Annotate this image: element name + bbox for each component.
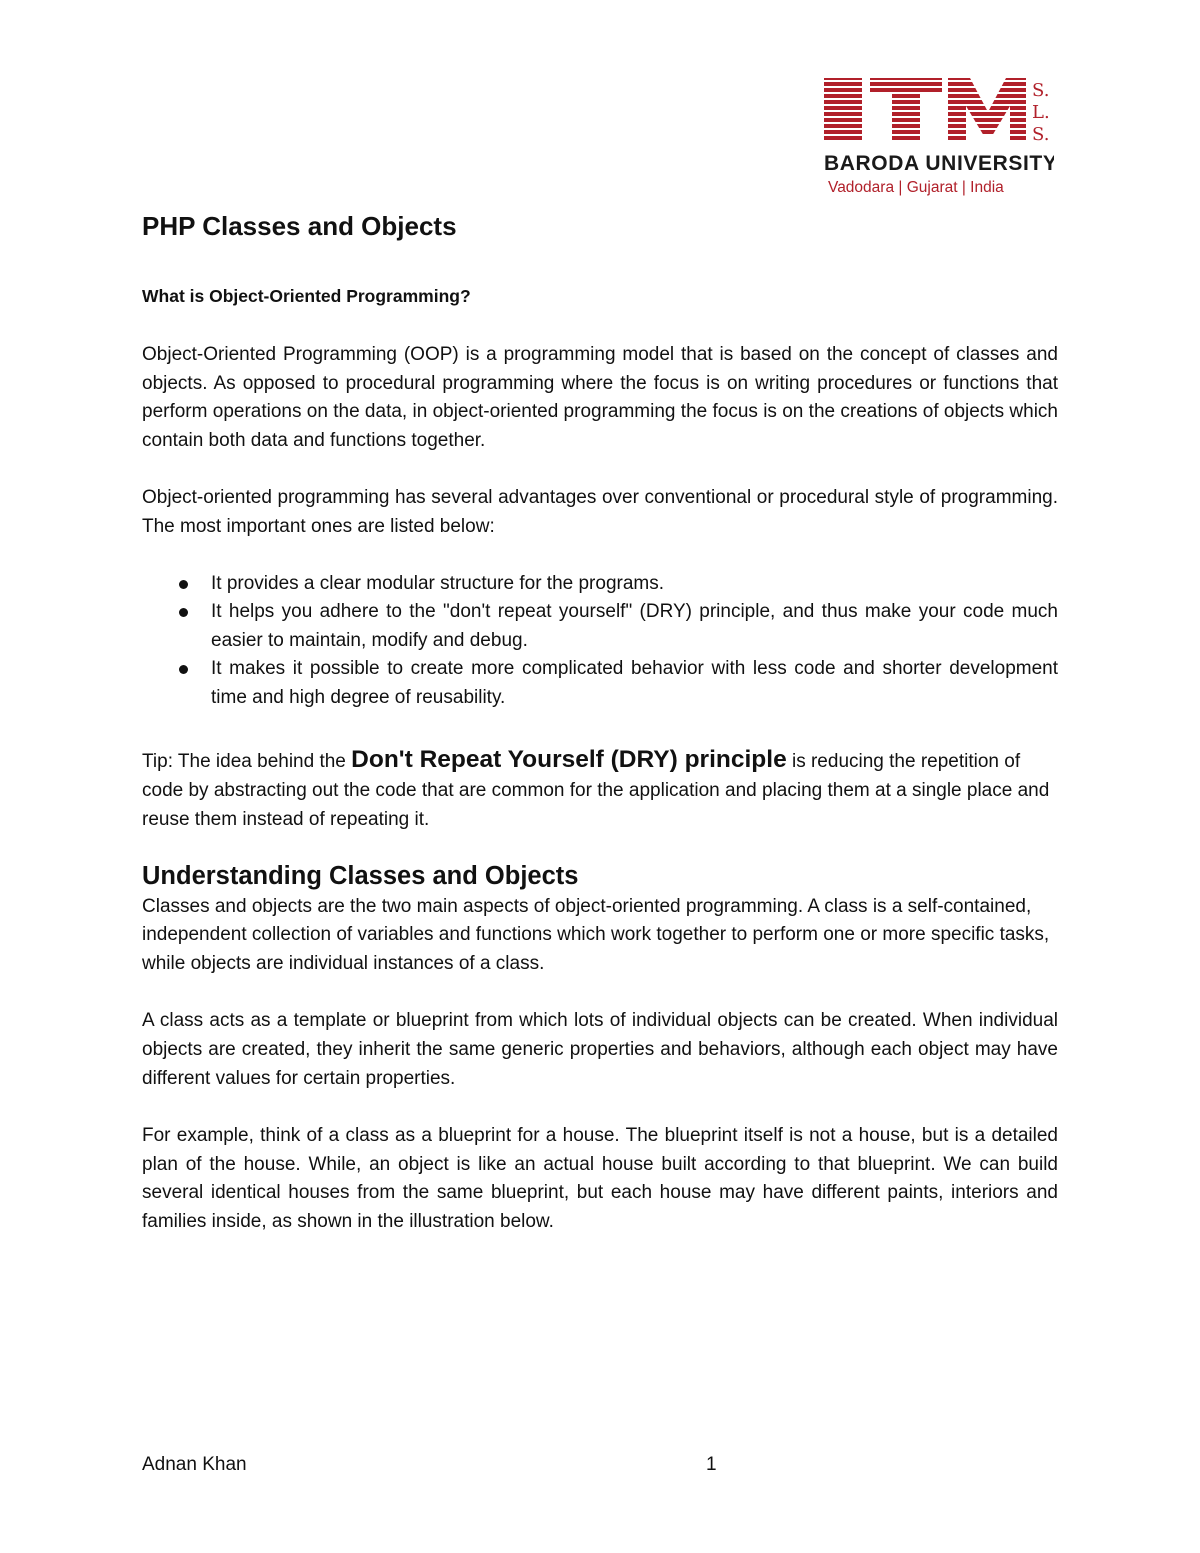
logo-letter-i [824, 78, 862, 142]
dry-tip-paragraph [142, 745, 1058, 834]
bullet-icon [179, 665, 188, 674]
section-heading: Understanding Classes and Objects [142, 861, 579, 890]
oop-advantages-paragraph: Object-oriented programming has several advantages over conventional or procedural style of programming. The most important ones are listed below: [142, 487, 1058, 537]
itm-logo-graphic [822, 76, 1054, 198]
list-item [211, 655, 1058, 712]
tip-suffix: is reducing the repetition of code by abstracting out the code that are common for the application and placing them at a single place and reuse them instead of repeating it. [142, 750, 1050, 830]
logo-letter-m [948, 78, 1026, 142]
university-logo [822, 76, 1054, 198]
logo-location: Vadodara | Gujarat | India [828, 179, 1004, 196]
tip-emphasis: Don't Repeat Yourself (DRY) principle [351, 745, 787, 773]
document-body [142, 208, 1058, 1236]
classes-objects-paragraph: Classes and objects are the two main aspects of object-oriented programming. A class is a self-contained, independent collection of variables and functions which work together to perform one or more specific tasks, while objects are individual instances of a class. [142, 895, 1050, 974]
list-item-text: It helps you adhere to the "don't repeat yourself" (DRY) principle, and thus make your code much easier to maintain, modify and debug. [211, 601, 1058, 651]
tip-prefix: Tip: The idea behind the [142, 750, 352, 772]
oop-subheading: What is Object-Oriented Programming? [142, 286, 471, 306]
footer-author: Adnan Khan [142, 1454, 247, 1475]
list-item-text: It provides a clear modular structure for the programs. [211, 572, 665, 594]
list-item [211, 598, 1058, 655]
footer-page-number: 1 [706, 1454, 717, 1475]
list-item [211, 570, 1058, 599]
list-item-text: It makes it possible to create more complicated behavior with less code and shorter development time and high degree of reusability. [211, 658, 1058, 708]
logo-university-name: BARODA UNIVERSITY [824, 152, 1054, 175]
class-template-paragraph: A class acts as a template or blueprint from which lots of individual objects can be created. When individual objects are created, they inherit the same generic properties and behaviors, although each object may have different values for certain properties. [142, 1010, 1058, 1089]
logo-side-letter-3: S. [1032, 124, 1050, 145]
document-title: PHP Classes and Objects [142, 211, 457, 241]
advantages-list [142, 570, 1058, 713]
logo-letter-t-stem [892, 78, 920, 142]
blueprint-example-paragraph: For example, think of a class as a blueprint for a house. The blueprint itself is not a house, but is a detailed plan of the house. While, an object is like an actual house built according to that blueprint. We can build several identical houses from the same blueprint, but each house may have different paints, interiors and families inside, as shown in the illustration below. [142, 1125, 1058, 1232]
bullet-icon [179, 608, 188, 617]
oop-definition-paragraph: Object-Oriented Programming (OOP) is a programming model that is based on the concept of classes and objects. As opposed to procedural programming where the focus is on writing procedures or functions that perform operations on the data, in object-oriented programming the focus is on the creations of objects which contain both data and functions together. [142, 344, 1058, 451]
logo-side-letter-2: L. [1032, 102, 1050, 123]
logo-side-letter-1: S. [1032, 80, 1050, 101]
bullet-icon [179, 580, 188, 589]
